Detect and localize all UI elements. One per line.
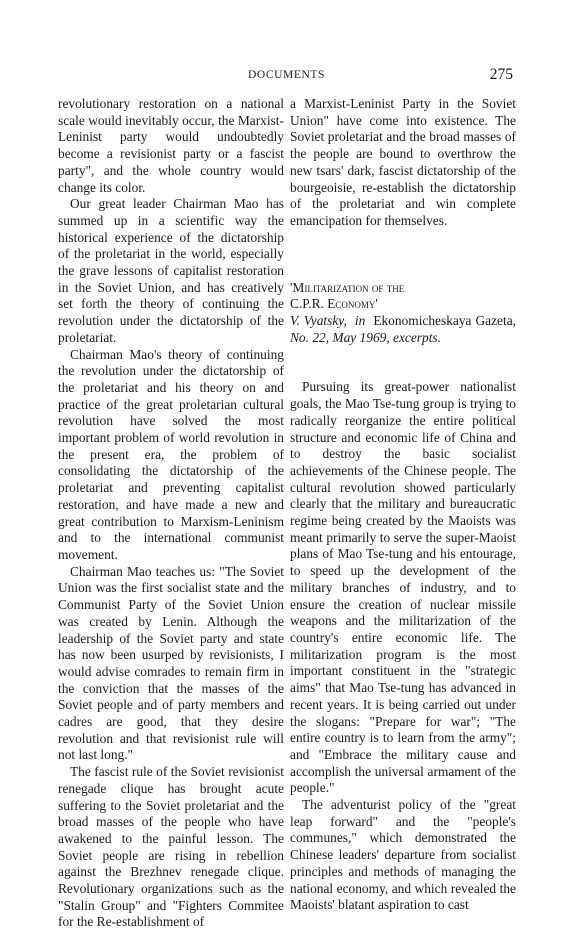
section-heading	[290, 280, 516, 313]
right-column	[290, 96, 516, 914]
right-paragraph-2: The adventurist policy of the "great leap forward" and the "people's communes," which demonstrated the Chinese leaders' departure from socialist principles and methods of managing the national economy, and which revealed the Maoists' blatant aspiration to cast	[290, 797, 516, 913]
source-publication: Ekonomicheskaya Gazeta,	[373, 313, 517, 329]
left-paragraph-3: Chairman Mao's theory of continuing the revolution under the dictatorship of the proletariat and his theory on and practice of the great proletarian cultural revolution have solved the most important problem of world revolution in the present era, the problem of consolidating the dictatorship of the proletariat and preventing capitalist restoration, and have made a new and great contribution to Marxism-Leninism and to the international communist movement.	[58, 346, 284, 562]
left-column	[58, 96, 284, 931]
section-heading-line-2: C.P.R. Economy'	[290, 296, 378, 312]
left-paragraph-5: The fascist rule of the Soviet revisionist renegade clique has brought acute suffering to the Soviet proletariat and the broad masses of the people who have awakened to the painful lesson. The Soviet people are rising in rebellion against the Brezhnev renegade clique. Revolutionary organizations such as the "Stalin Group" and "Fighters Commitee for the Re-establishment of	[58, 764, 284, 930]
right-paragraph-1: Pursuing its great-power nationalist goals, the Mao Tse-tung group is trying to radically reorganize the entire political structure and economic life of China and to destroy the basic socialist achievements of the Chinese people. The cultural revolution showed particularly clearly that the military and bureaucratic regime being created by the Maoists was meant primarily to serve the super-Maoist plans of Mao Tse-tung and his entourage, to speed up the development of the military branches of industry, and to ensure the creation of nuclear missile weapons and the militarization of the country's entire economic life. The militarization program is the most important constituent in the "strategic aims" that Mao Tse-tung has advanced in recent years. It is being carried out under the slogans: "Prepare for war"; "The entire country is to learn from the army"; and "Embrace the military cause and accomplish the universal armament of the people."	[290, 379, 516, 796]
source-citation	[290, 313, 516, 346]
section-heading-line-1: 'Militarization of the	[290, 279, 405, 295]
left-paragraph-1: revolutionary restoration on a national scale would inevitably occur, the Marxist-Leninist party would undoubtedly become a revisionist party or a fascist party", and the whole country would change its color.	[58, 96, 284, 195]
left-paragraph-2: Our great leader Chairman Mao has summed up in a scientific way the historical experience of the dictatorship of the proletariat in the world, especially the grave lessons of capitalist restoration in the Soviet Union, and has creatively set forth the theory of continuing the revolution under the dictatorship of the proletariat.	[58, 196, 284, 345]
page-number: 275	[489, 66, 513, 83]
source-author: V. Vyatsky,	[290, 313, 347, 329]
running-title: DOCUMENTS	[248, 69, 325, 81]
right-intro-paragraph: a Marxist-Leninist Party in the Soviet Union" have come into existence. The Soviet proletariat and the broad masses of the people are bound to overthrow the new tsars' dark, fascist dictatorship of the bourgeoisie, re-establish the dictatorship of the proletariat and win complete emancipation for themselves.	[290, 96, 516, 228]
source-in: in	[354, 313, 366, 329]
source-issue: No. 22, May 1969, excerpts.	[290, 329, 441, 345]
left-paragraph-4: Chairman Mao teaches us: "The Soviet Union was the first socialist state and the Communist Party of the Soviet Union was created by Lenin. Although the leadership of the Soviet party and state has now been usurped by revisionists, I would advise comrades to remain firm in the conviction that the masses of the Soviet people and of party members and cadres are good, that they desire revolution and that revisionist rule will not last long."	[58, 563, 284, 763]
running-head	[0, 66, 573, 86]
